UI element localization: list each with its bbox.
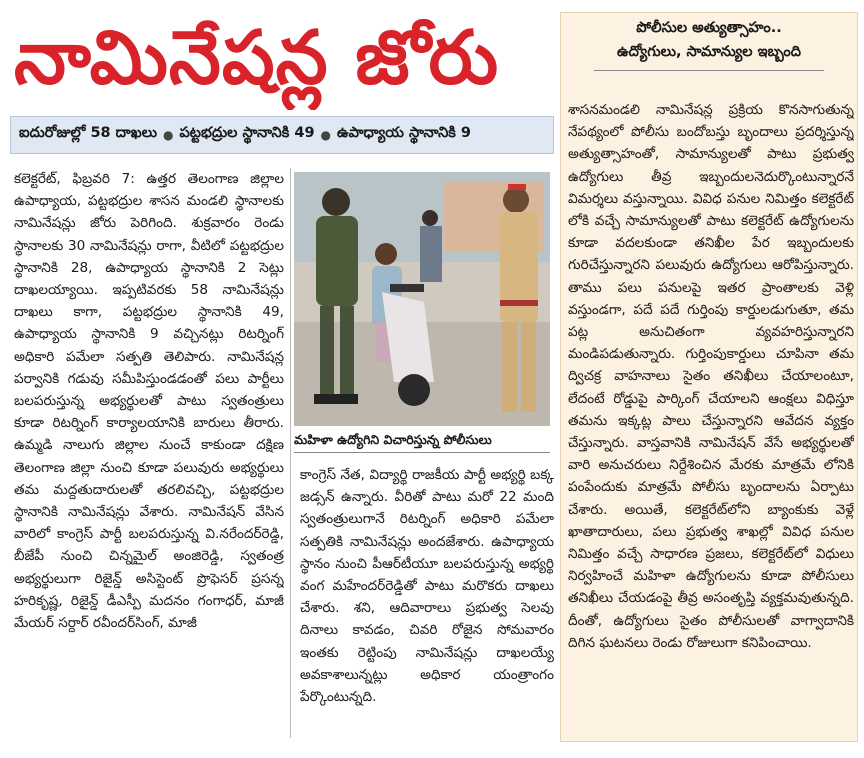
news-photo xyxy=(294,172,550,426)
sidebar-heading-line-2: ఉద్యోగులు, సామాన్యుల ఇబ్బంది xyxy=(617,44,801,60)
sidebar-heading xyxy=(568,16,850,90)
bullet-icon: ● xyxy=(163,128,174,142)
article-column-1: కలెక్టరేట్, ఫిబ్రవరి 7: ఉత్తర తెలంగాణ జిల్లాల ఉపాధ్యాయ, పట్టభద్రుల శాసన మండలి స్థానాలకు నామినేషన్లు జోరు పెరిగింది. శుక్రవారం రెండు స్థానాలకు 30 నామినేషన్లు రాగా, వీటిలో పట్టభద్రుల స్థానానికి 28, ఉపాధ్యాయ స్థానానికి 2 సెట్లు దాఖలయ్యాయి. ఇప్పటివరకు 58 నామినేషన్లు దాఖలు కాగా, పట్టభద్రుల స్థానానికి 49, ఉపాధ్యాయ స్థానానికి 9 వచ్చినట్లు రిటర్నింగ్ అధికారి పమేలా సత్పతి తెలిపారు. నామినేషన్ల పర్వానికి గడువు సమీపిస్తుండడంతో పలు పార్టీలు బలపరుస్తున్న అభ్యర్థులతో పాటు స్వతంత్రులు కూడా రిటర్నింగ్ కార్యాలయానికి బారులు తీరారు. ఉమ్మడి నాలుగు జిల్లాల నుంచే కాకుండా దక్షిణ తెలంగాణ జిల్లా నుంచి కూడా పలువురు అభ్యర్థులు తమ మద్దతుదారులతో తరలివచ్చి, పట్టభద్రుల స్థానానికి నామినేషన్లు వేశారు. నామినేషన్ వేసిన వారిలో కాంగ్రెస్ పార్టీ బలపరుస్తున్న వి.నరేందర్‌రెడ్డి, బీజేపీ నుంచి చిన్నమైల్ అంజిరెడ్డి, స్వతంత్ర అభ్యర్థులుగా రిజైన్డ్ అసిస్టెంట్ ప్రొఫెసర్ ప్రసన్న హరికృష్ణ, రిజైన్డ్ డీఎస్పీ మదనం గంగాధర్, మాజీ మేయర్ సర్దార్ రవీందర్‌సింగ్, మాజీ xyxy=(14,171,284,632)
photo-caption: మహిళా ఉద్యోగిని విచారిస్తున్న పోలీసులు xyxy=(294,428,550,453)
subheadline-bar xyxy=(10,116,554,154)
sidebar-heading-rule xyxy=(594,70,824,71)
police-checking-photo xyxy=(294,172,550,426)
article-column-2: కాంగ్రెస్ నేత, విద్యార్థి రాజకీయ పార్టీ అభ్యర్థి బక్క జడ్సన్ ఉన్నారు. వీరితో పాటు మరో 22 మంది స్వతంత్రులుగానే రిటర్నింగ్ అధికారి పమేలా సత్పతికి నామినేషన్లు అందజేశారు. ఉపాధ్యాయ స్థానం నుంచి పీఆర్‌టీయూ బలపరుస్తున్న అభ్యర్థి వంగ మహేందర్‌రెడ్డితో పాటు మరొకరు దాఖలు చేశారు. శని, ఆదివారాలు ప్రభుత్వ సెలవు దినాలు కావడం, చివరి రోజైన సోమవారం ఇంతకు రెట్టింపు నామినేషన్లు దాఖలయ్యే అవకాశాలున్నట్లు అధికార యంత్రాంగం పేర్కొంటున్నది. xyxy=(300,467,554,706)
column-divider xyxy=(290,168,291,738)
bullet-icon: ● xyxy=(320,128,332,142)
subheadline-part-1: ఐదురోజుల్లో 58 దాఖలు xyxy=(19,125,157,141)
subheadline-part-2: పట్టభద్రుల స్థానానికి 49 xyxy=(179,125,315,141)
headline: నామినేషన్ల జోరు xyxy=(14,15,500,101)
sidebar-heading-line-1: పోలీసుల అత్యుత్సాహం.. xyxy=(636,20,782,36)
subheadline-part-3: ఉపాధ్యాయ స్థానానికి 9 xyxy=(337,125,471,141)
sidebar-article-body: శాసనమండలి నామినేషన్ల ప్రక్రియ కొనసాగుతున్న నేపథ్యంలో పోలీసు బందోబస్తు బృందాలు ప్రదర్శిస్తున్న అత్యుత్సాహంతో, సామాన్యులతో పాటు ప్రభుత్వ ఉద్యోగులు తీవ్ర ఇబ్బందులనెదుర్కొంటున్నారనే విమర్శలు వస్తున్నాయి. వివిధ పనుల నిమిత్తం కలెక్టరేట్ లోకి వచ్చే సామాన్యులతో పాటు కలెక్టరేట్ ఉద్యోగులను కూడా వదలకుండా తనిఖీల పేర ఇబ్బందులకు గురిచేస్తున్నారని పలువురు ఉద్యోగులు ఆరోపిస్తున్నారు. తాము పలు పనులపై ఇతర ప్రాంతాలకు వెళ్లి వస్తుండగా, పదే పదే గుర్తింపు కార్డులడుగుతూ, తమ పట్ల అనుచితంగా వ్యవహరిస్తున్నారని మండిపడుతున్నారు. గుర్తింపుకార్డులు చూపినా తమ ద్విచక్ర వాహనాలు సైతం తనిఖీలు చేయాలంటూ, లేదంటే రోడ్డుపై పార్కింగ్ చేయాలని ఆంక్షలు విధిస్తూ తమను ఇక్కట్ల పాలు చేస్తున్నారని ఆవేదన వ్యక్తం చేస్తున్నారు. వాస్తవానికి నామినేషన్ వేసే అభ్యర్థులతో వారి అనుచరులు నిర్దేశించిన మేరకు మాత్రమే లోనికి పంపేందుకు మాత్రమే పోలీసు బృందాలను ఏర్పాటు చేశారు. అయితే, కలెక్టరేట్‌లోని బ్యాంకుకు వెళ్లే ఖాతాదారులు, పలు ప్రభుత్వ శాఖల్లో వివిధ పనుల నిమిత్తం వచ్చే సాధారణ ప్రజలు, కలెక్టరేట్‌లో విధులు నిర్వహించే మహిళా ఉద్యోగులను కూడా పోలీసులు తనిఖీలు చేయడంపై తీవ్ర అసంతృప్తి వ్యక్తమవుతున్నది. దీంతో, ఉద్యోగులు సైతం పోలీసులతో వాగ్వాదానికి దిగిన ఘటనలు రెండు రోజులుగా కనిపించాయి. xyxy=(568,102,854,651)
